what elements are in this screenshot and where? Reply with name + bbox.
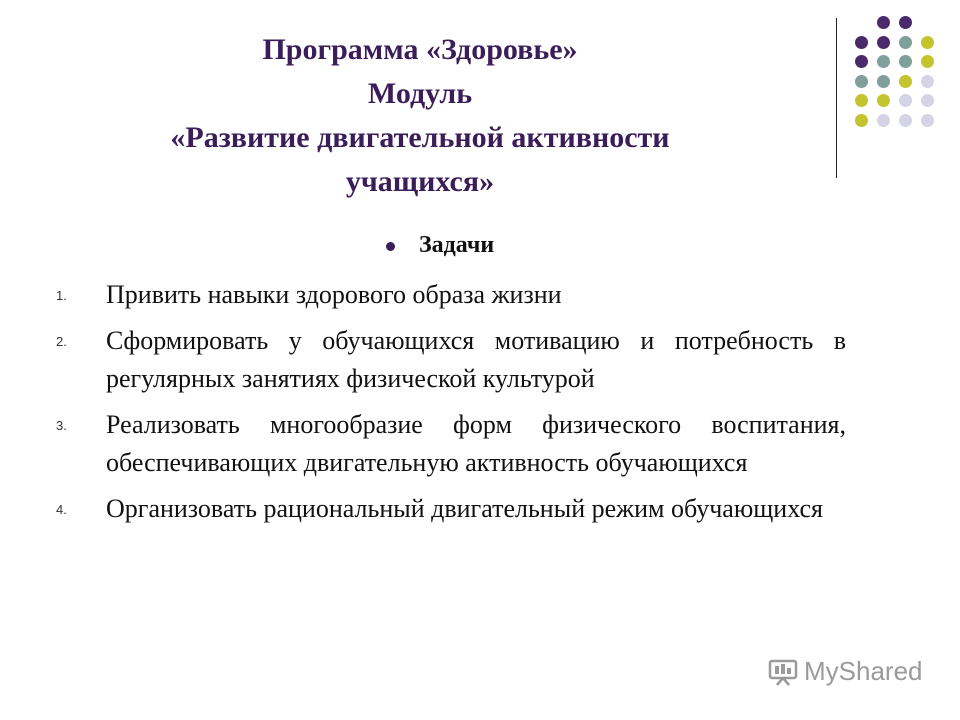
presentation-board-icon — [768, 658, 798, 686]
list-item-text: Реализовать многообразие форм физического воспитания, обеспечивающих двигательную активность обучающихся — [106, 410, 846, 477]
tasks-list — [56, 276, 846, 536]
title-line-4: учащихся» — [345, 165, 495, 198]
tasks-heading — [386, 232, 494, 259]
list-item-number: 2. — [56, 334, 67, 349]
decorative-dot — [877, 94, 890, 107]
decorative-dot — [855, 94, 868, 107]
decorative-dot — [921, 114, 934, 127]
decorative-dot — [855, 75, 868, 88]
decorative-dot — [899, 36, 912, 49]
decorative-dot — [899, 75, 912, 88]
bullet-icon — [386, 242, 395, 251]
decorative-dot — [877, 16, 890, 29]
decorative-dot — [921, 55, 934, 68]
list-item — [56, 490, 846, 528]
decorative-dot — [877, 55, 890, 68]
list-item-text: Сформировать у обучающихся мотивацию и потребность в регулярных занятиях физической культурой — [106, 326, 846, 393]
decorative-dot — [877, 114, 890, 127]
decorative-dot — [921, 36, 934, 49]
list-item — [56, 276, 846, 314]
decorative-dot — [855, 36, 868, 49]
decorative-dot — [899, 114, 912, 127]
decorative-dot — [921, 75, 934, 88]
decorative-dot-grid — [0, 0, 960, 200]
title-line-2: Модуль — [367, 77, 473, 110]
decorative-dot — [921, 94, 934, 107]
title-line-3: «Развитие двигательной активности — [170, 121, 670, 154]
watermark — [768, 656, 923, 687]
decorative-dot — [855, 55, 868, 68]
title-line-1: Программа «Здоровье» — [262, 33, 578, 66]
list-item-number: 3. — [56, 418, 67, 433]
list-item-text: Организовать рациональный двигательный режим обучающихся — [106, 494, 823, 523]
decorative-dot — [855, 114, 868, 127]
decorative-dot — [899, 16, 912, 29]
tasks-heading-label: Задачи — [419, 232, 495, 258]
watermark-text: MyShared — [804, 656, 923, 686]
list-item — [56, 406, 846, 482]
decorative-dot — [877, 36, 890, 49]
decorative-dot — [899, 94, 912, 107]
list-item-text: Привить навыки здорового образа жизни — [106, 280, 562, 309]
decorative-dot — [899, 55, 912, 68]
list-item — [56, 322, 846, 398]
list-item-number: 4. — [56, 502, 67, 517]
decorative-dot — [877, 75, 890, 88]
list-item-number: 1. — [56, 288, 67, 303]
